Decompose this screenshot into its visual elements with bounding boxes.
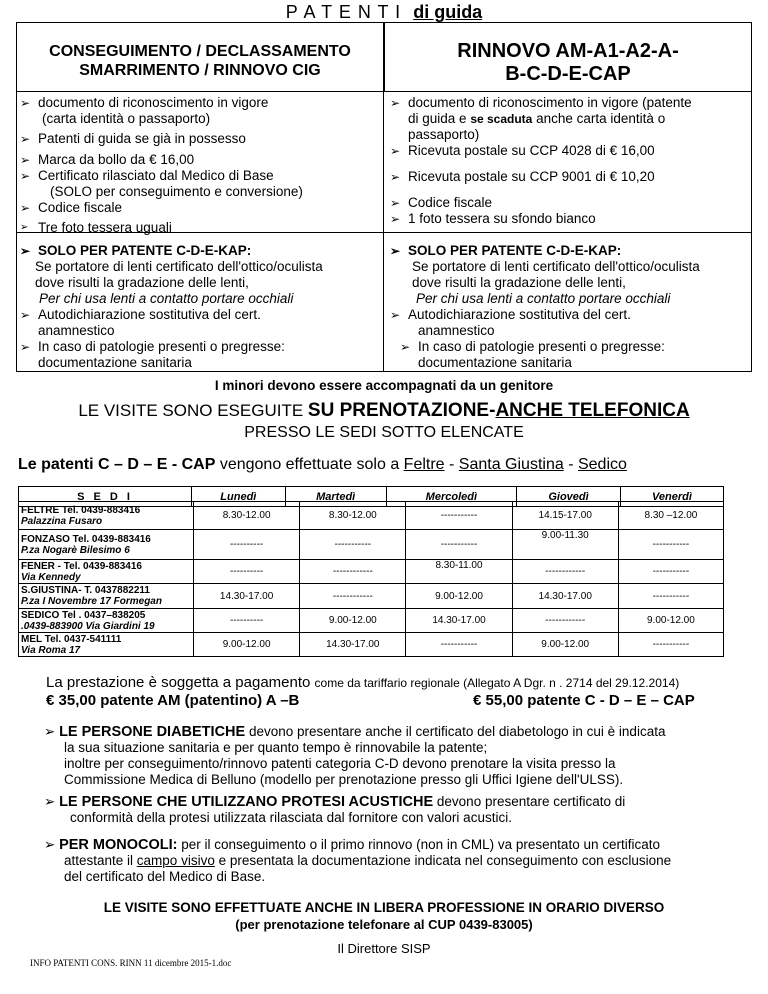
list-item: ➢ Ricevuta postale su CCP 4028 di € 16,00 xyxy=(390,143,655,158)
table-cell: ----------- xyxy=(618,584,723,609)
table-cell: ------------ xyxy=(300,560,406,584)
table-cell: 14.30-17.00 xyxy=(300,633,406,657)
arrow-bullet-icon: ➢ xyxy=(20,222,29,233)
signature-line: Il Direttore SISP xyxy=(337,941,431,956)
title-spaced: P A T E N T I xyxy=(285,2,402,22)
site-cell: FENER - Tel. 0439-883416 Via Kennedy xyxy=(19,560,194,584)
left-header-line1: CONSEGUIMENTO / DECLASSAMENTO xyxy=(49,43,351,60)
solo-text: dove risulti la gradazione delle lenti, xyxy=(35,275,249,290)
solo-frame xyxy=(16,233,752,372)
table-cell: 14.15-17.00 xyxy=(512,502,618,530)
list-item: ➢ Certificato rilasciato dal Medico di Base (SOLO per conseguimento e conversione) xyxy=(20,168,303,199)
arrow-bullet-icon: ➢ xyxy=(20,340,31,354)
arrow-bullet-icon: ➢ xyxy=(44,724,56,739)
visite-subline: PRESSO LE SEDI SOTTO ELENCATE xyxy=(244,424,524,441)
table-cell: 8.30-12.00 xyxy=(194,502,300,530)
table-cell: 14.30-17.00 xyxy=(406,609,512,633)
table-cell: ---------- xyxy=(194,609,300,633)
table-cell: 8.30-11.00 xyxy=(406,560,512,584)
table-cell: 9.00-12.00 xyxy=(194,633,300,657)
solo-text: Per chi usa lenti a contatto portare occhiali xyxy=(39,291,294,306)
arrow-bullet-icon: ➢ xyxy=(20,201,31,215)
list-item: ➢ Ricevuta postale su CCP 9001 di € 10,20 xyxy=(390,169,655,184)
visite-line: LE VISITE SONO ESEGUITE SU PRENOTAZIONE-ANCHE TELEFONICA xyxy=(78,400,690,421)
list-item: ➢ In caso di patologie presenti o pregresse: documentazione sanitaria xyxy=(20,339,285,370)
table-cell: ------------ xyxy=(300,584,406,609)
table-cell: ----------- xyxy=(618,633,723,657)
arrow-bullet-icon: ➢ xyxy=(44,794,56,809)
page-title xyxy=(0,2,768,23)
table-cell: 8.30 –12.00 xyxy=(618,502,723,530)
col-header: Lunedì xyxy=(192,487,286,507)
table-row xyxy=(19,584,724,609)
arrow-bullet-icon: ➢ xyxy=(20,132,31,146)
prestazione-line: La prestazione è soggetta a pagamento come da tariffario regionale (Allegato A Dgr. n . 2714 del 29.12.2014) xyxy=(46,674,680,691)
list-item: ➢ Codice fiscale xyxy=(20,200,123,215)
table-cell: ----------- xyxy=(300,530,406,560)
table-cell: ----------- xyxy=(618,560,723,584)
table-row xyxy=(19,633,724,657)
list-item: ➢ Tre foto tessera uguali xyxy=(20,220,172,235)
arrow-bullet-icon: ➢ xyxy=(20,169,31,183)
site-cell: SEDICO Tel . 0437–838205 .0439-883900 Via Giardini 19 xyxy=(19,609,194,633)
table-row xyxy=(19,502,724,530)
table-cell: 9.00-12.00 xyxy=(512,633,618,657)
docs-frame xyxy=(16,92,752,233)
table-cell: ----------- xyxy=(406,633,512,657)
cup-booking-line: (per prenotazione telefonare al CUP 0439-83005) xyxy=(235,917,533,932)
arrow-bullet-icon: ➢ xyxy=(20,153,31,167)
list-item: ➢ Codice fiscale xyxy=(390,195,493,210)
right-header-line1: RINNOVO AM-A1-A2-A- xyxy=(457,40,679,62)
title-rest: di guida xyxy=(413,2,483,22)
arrow-bullet-icon: ➢ xyxy=(390,244,401,258)
table-cell: ------------ xyxy=(512,560,618,584)
tariff-cde: € 55,00 patente C - D – E – CAP xyxy=(473,692,695,709)
table-cell: ---------- xyxy=(194,560,300,584)
right-header-line2: B-C-D-E-CAP xyxy=(505,63,631,85)
left-header-line2: SMARRIMENTO / RINNOVO CIG xyxy=(79,62,321,79)
list-item: ➢ Marca da bollo da € 16,00 xyxy=(20,152,195,167)
list-item: ➢ documento di riconoscimento in vigore (patente di guida e se scaduta anche carta identità o passaporto) xyxy=(390,95,692,142)
table-cell: 8.30-12.00 xyxy=(300,502,406,530)
solo-text: Per chi usa lenti a contatto portare occhiali xyxy=(416,291,671,306)
arrow-bullet-icon: ➢ xyxy=(44,837,56,852)
solo-text: Se portatore di lenti certificato dell'ottico/oculista xyxy=(35,259,323,274)
solo-text: dove risulti la gradazione delle lenti, xyxy=(412,275,626,290)
patenti-line: Le patenti C – D – E - CAP vengono effettuate solo a Feltre - Santa Giustina - Sedico xyxy=(18,456,627,473)
solo-heading: ➢ SOLO PER PATENTE C-D-E-KAP: xyxy=(390,243,622,258)
table-cell: 9.00-11.30 xyxy=(512,530,618,560)
col-header: S E D I xyxy=(19,487,192,507)
footer-filename: INFO PATENTI CONS. RINN 11 dicembre 2015-1.doc xyxy=(30,958,232,968)
table-cell: ------------ xyxy=(512,609,618,633)
col-header: Mercoledì xyxy=(386,487,516,507)
table-row xyxy=(19,609,724,633)
solo-heading: ➢ SOLO PER PATENTE C-D-E-KAP: xyxy=(20,243,252,258)
site-cell: FELTRE Tel. 0439-883416 Palazzina Fusaro xyxy=(19,502,194,530)
site-cell: MEL Tel. 0437-541111 Via Roma 17 xyxy=(19,633,194,657)
table-cell: ----------- xyxy=(406,530,512,560)
arrow-bullet-icon: ➢ xyxy=(390,212,401,226)
arrow-bullet-icon: ➢ xyxy=(20,308,31,322)
list-item: ➢ documento di riconoscimento in vigore (carta identità o passaporto) xyxy=(20,95,269,126)
table-cell: ----------- xyxy=(406,502,512,530)
table-cell: 9.00-12.00 xyxy=(300,609,406,633)
list-item: ➢ In caso di patologie presenti o pregresse: documentazione sanitaria xyxy=(400,339,665,370)
col-header: Giovedì xyxy=(517,487,621,507)
col-header: Martedì xyxy=(285,487,386,507)
solo-text: Se portatore di lenti certificato dell'ottico/oculista xyxy=(412,259,700,274)
table-row xyxy=(19,530,724,560)
minori-note: I minori devono essere accompagnati da un genitore xyxy=(214,378,554,393)
list-item: ➢ Patenti di guida se già in possesso xyxy=(20,131,246,146)
col-header: Venerdì xyxy=(620,487,723,507)
protesi-section: ➢ LE PERSONE CHE UTILIZZANO PROTESI ACUSTICHE devono presentare certificato di conformità della protesi utilizzata rilasciata dal fornitore con valori acustici. xyxy=(44,794,626,825)
table-cell: 9.00-12.00 xyxy=(618,609,723,633)
schedule-body xyxy=(18,501,724,657)
arrow-bullet-icon: ➢ xyxy=(390,96,401,110)
diabetici-section: ➢ LE PERSONE DIABETICHE devono presentare anche il certificato del diabetologo in cui è indicata la sua situazione sanitaria e per quanto tempo è rinnovabile la patente; inoltre per conseguimento/rinnovo patenti categoria C-D devono prenotare la visita presso la Commissione Medica di Belluno (modello per prenotazione presso gli Uffici Igiene dell'ULSS). xyxy=(44,724,666,787)
list-item: ➢ Autodichiarazione sostitutiva del cert. anamnestico xyxy=(20,307,261,338)
table-row xyxy=(19,560,724,584)
site-cell: FONZASO Tel. 0439-883416 P.za Nogarè Bilesimo 6 xyxy=(19,530,194,560)
arrow-bullet-icon: ➢ xyxy=(390,144,401,158)
list-item: ➢ 1 foto tessera su sfondo bianco xyxy=(390,211,596,226)
table-cell: 14.30-17.00 xyxy=(512,584,618,609)
table-cell: 9.00-12.00 xyxy=(406,584,512,609)
arrow-bullet-icon: ➢ xyxy=(390,196,401,210)
arrow-bullet-icon: ➢ xyxy=(390,308,401,322)
arrow-bullet-icon: ➢ xyxy=(400,340,411,354)
table-cell: 14.30-17.00 xyxy=(194,584,300,609)
tariff-am: € 35,00 patente AM (patentino) A –B xyxy=(46,692,300,709)
arrow-bullet-icon: ➢ xyxy=(20,96,31,110)
libera-professione-line: LE VISITE SONO EFFETTUATE ANCHE IN LIBERA PROFESSIONE IN ORARIO DIVERSO xyxy=(103,900,665,915)
table-cell: ----------- xyxy=(618,530,723,560)
arrow-bullet-icon: ➢ xyxy=(20,244,31,258)
list-item: ➢ Autodichiarazione sostitutiva del cert. anamnestico xyxy=(390,307,631,338)
arrow-bullet-icon: ➢ xyxy=(390,170,401,184)
right-header-box xyxy=(384,22,752,92)
table-cell: ---------- xyxy=(194,530,300,560)
site-cell: S.GIUSTINA- T. 0437882211 P.za I Novembre 17 Formegan xyxy=(19,584,194,609)
monocoli-section: ➢ PER MONOCOLI: per il conseguimento o il primo rinnovo (non in CML) va presentato un certificato attestante il campo visivo e presentata la documentazione indicata nel conseguimento con esclusione del certificato del Medico di Base. xyxy=(44,837,672,884)
left-header-box xyxy=(16,22,384,92)
